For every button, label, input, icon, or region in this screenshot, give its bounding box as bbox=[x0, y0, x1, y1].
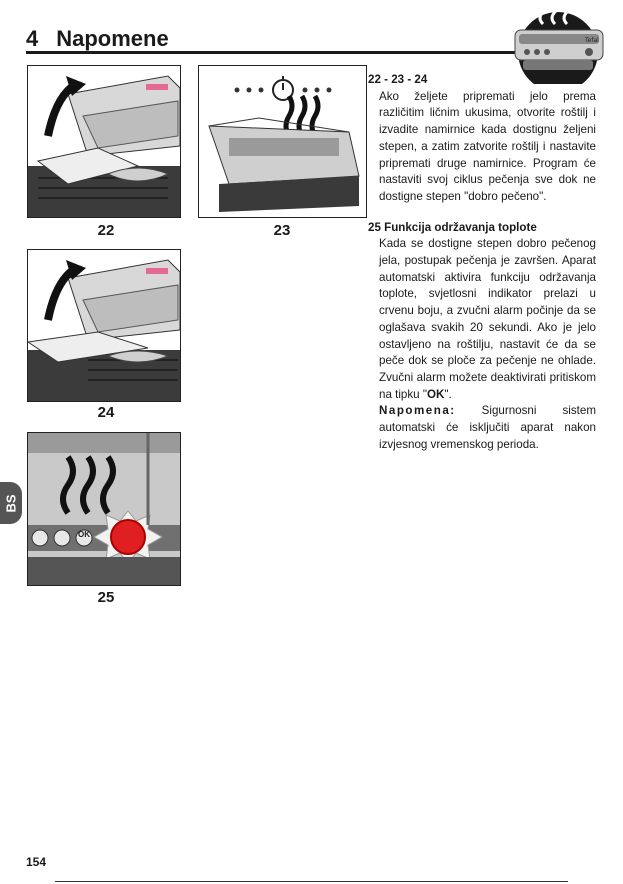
page-number: 154 bbox=[26, 855, 47, 869]
figure-22-caption: 22 bbox=[97, 222, 115, 239]
footer-rule bbox=[55, 881, 568, 882]
figure-24 bbox=[27, 249, 181, 402]
figure-23 bbox=[198, 65, 367, 218]
ok-button-label: OK bbox=[78, 530, 90, 539]
figure-23-caption: 23 bbox=[273, 222, 291, 239]
section-heading bbox=[26, 26, 169, 52]
note-label: Napomena: bbox=[379, 404, 456, 418]
section-number: 4 bbox=[26, 26, 39, 51]
language-tab: BS bbox=[0, 482, 22, 524]
section-25-note: Napomena: Sigurnosni sistem automatski će isključiti aparat nakon izvjesnog vremenskog perioda. bbox=[379, 404, 596, 451]
figure-25-caption: 25 bbox=[97, 589, 115, 606]
section-25-body: Kada se dostigne stepen dobro pečenog jela, postupak pečenja je završen. Aparat automatski aktivira funkciju održavanja toplote, svjetlosni indikator prelazi u crvenu boju, a zvučni alarm počinje da se oglašava svakih 20 sekundi. Ako je jelo ostavljeno na roštilju, nastavit će da se peče dok se ploče za pečenje ne ohlade. Zvučni alarm možete deaktivirati pritiskom na tipku "OK". bbox=[379, 237, 596, 401]
text-column bbox=[368, 72, 596, 453]
figure-24-caption: 24 bbox=[97, 404, 115, 421]
figure-22 bbox=[27, 65, 181, 218]
ok-key-label: OK bbox=[426, 387, 445, 401]
section-title: Napomene bbox=[56, 26, 169, 51]
figure-25 bbox=[27, 432, 181, 586]
section-22-24-body: Ako željete pripremati jelo prema različitim ličnim ukusima, otvorite roštilj i izvadite namirnice kada dostignu željeni stepen, a zatim zatvorite roštilj i nastavite pripremati druge namirnice. Program će nastaviti svoj ciklus pečenja sve dok ne dostigne stepen "dobro pečeno". bbox=[379, 89, 596, 203]
section-25-title: 25 Funkcija održavanja toplote bbox=[368, 220, 537, 234]
section-22-24-title: 22 - 23 - 24 bbox=[368, 73, 428, 86]
brand-logo: Tefal bbox=[585, 37, 599, 44]
